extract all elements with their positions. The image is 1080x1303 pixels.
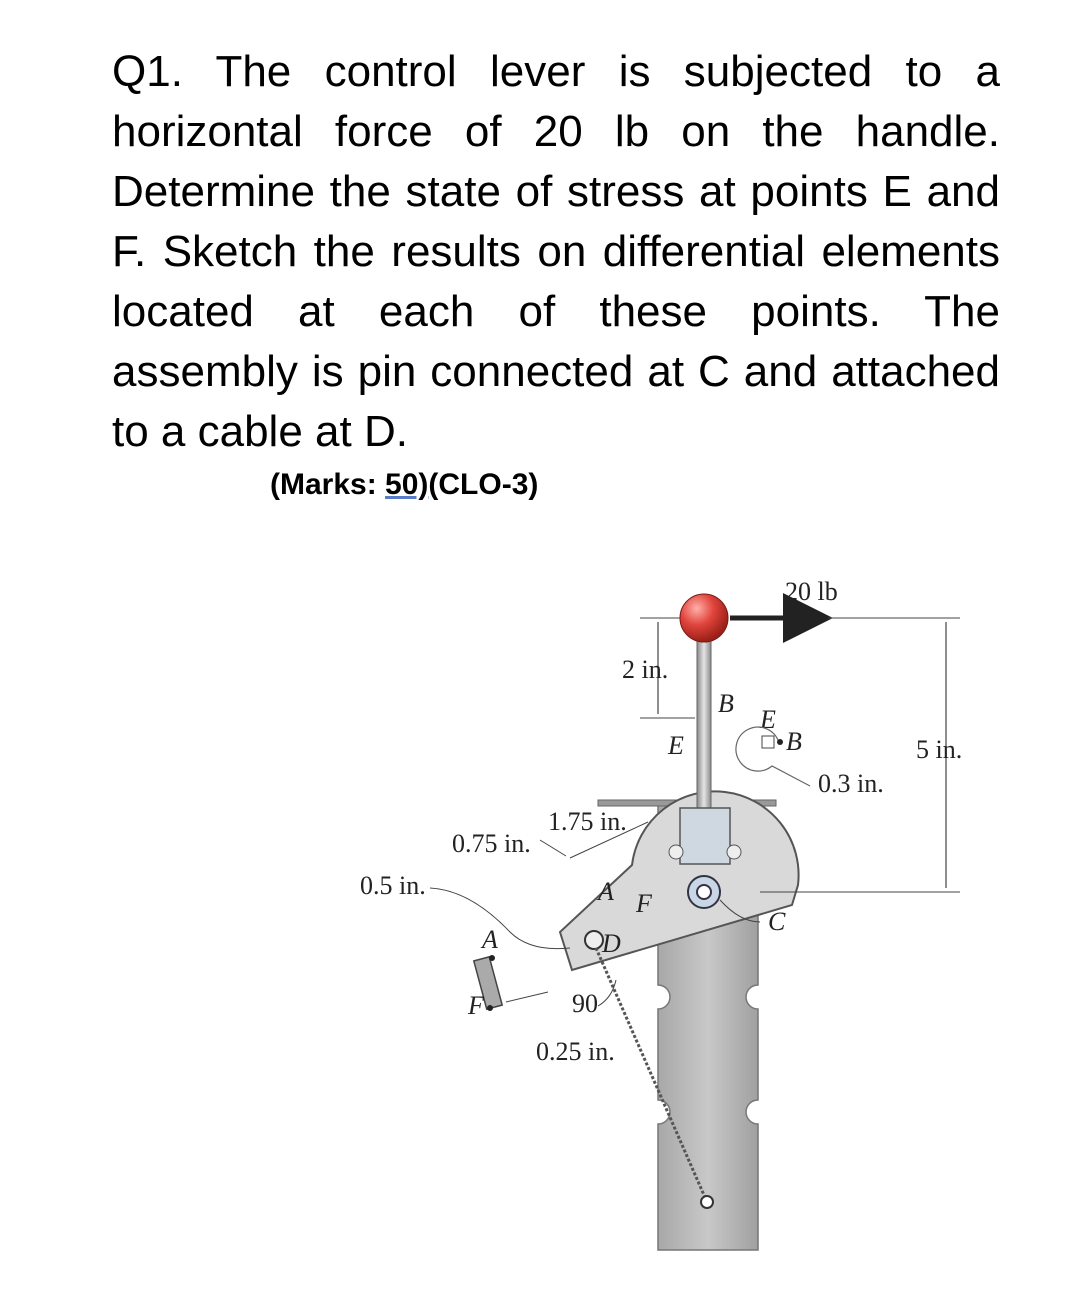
arm-label-d: D bbox=[602, 929, 621, 958]
dim-025in-label: 0.25 in. bbox=[536, 1037, 615, 1066]
marks-value: 50) bbox=[385, 468, 429, 501]
arm-label-f: F bbox=[636, 889, 652, 918]
section-label-e: E bbox=[760, 705, 776, 734]
angle-arc bbox=[598, 980, 616, 1006]
bracket-bolt-right bbox=[727, 845, 741, 859]
dim-025in-line bbox=[506, 992, 548, 1002]
section-af-leader bbox=[430, 888, 570, 949]
dim-05in-label: 0.5 in. bbox=[360, 871, 426, 900]
dim-075in-label: 0.75 in. bbox=[452, 829, 531, 858]
marks-clo: (CLO-3) bbox=[428, 468, 539, 501]
dim-175in-label: 1.75 in. bbox=[548, 807, 627, 836]
rod-label-e: E bbox=[668, 731, 684, 760]
arm-label-a: A bbox=[598, 877, 614, 906]
dim-5in-label: 5 in. bbox=[916, 735, 963, 764]
dim-03in-label: 0.3 in. bbox=[818, 769, 884, 798]
dim-075in-leader bbox=[540, 840, 566, 856]
cable-anchor bbox=[701, 1196, 713, 1208]
force-label: 20 lb bbox=[785, 577, 838, 606]
rod-label-b: B bbox=[718, 689, 734, 718]
label-c: C bbox=[768, 907, 786, 936]
marks-prefix: (Marks: bbox=[270, 468, 386, 501]
question-text: Q1. The control lever is subjected to a horizontal force of 20 lb on the handle. Determine the state of stress at points E and F. Sketch the results on differential elements located at each of these points. The assembly is pin connected at C and attached to a cable at D. bbox=[112, 47, 1000, 456]
dim-2in-label: 2 in. bbox=[622, 655, 669, 684]
handle-ball bbox=[680, 594, 728, 642]
marks-line bbox=[270, 468, 538, 502]
section-label-b: B bbox=[786, 727, 802, 756]
section-point-a bbox=[489, 955, 495, 961]
bracket bbox=[680, 808, 730, 864]
pin-d bbox=[585, 931, 603, 949]
pin-c-inner bbox=[697, 885, 711, 899]
bracket-bolt-left bbox=[669, 845, 683, 859]
section-square bbox=[762, 736, 774, 748]
control-lever-figure bbox=[340, 560, 1000, 1260]
section-point-f bbox=[487, 1005, 493, 1011]
section-label-f: F bbox=[468, 991, 484, 1020]
section-label-a: A bbox=[482, 925, 498, 954]
angle-label: 90 bbox=[572, 989, 598, 1018]
section-point-b bbox=[777, 739, 783, 745]
